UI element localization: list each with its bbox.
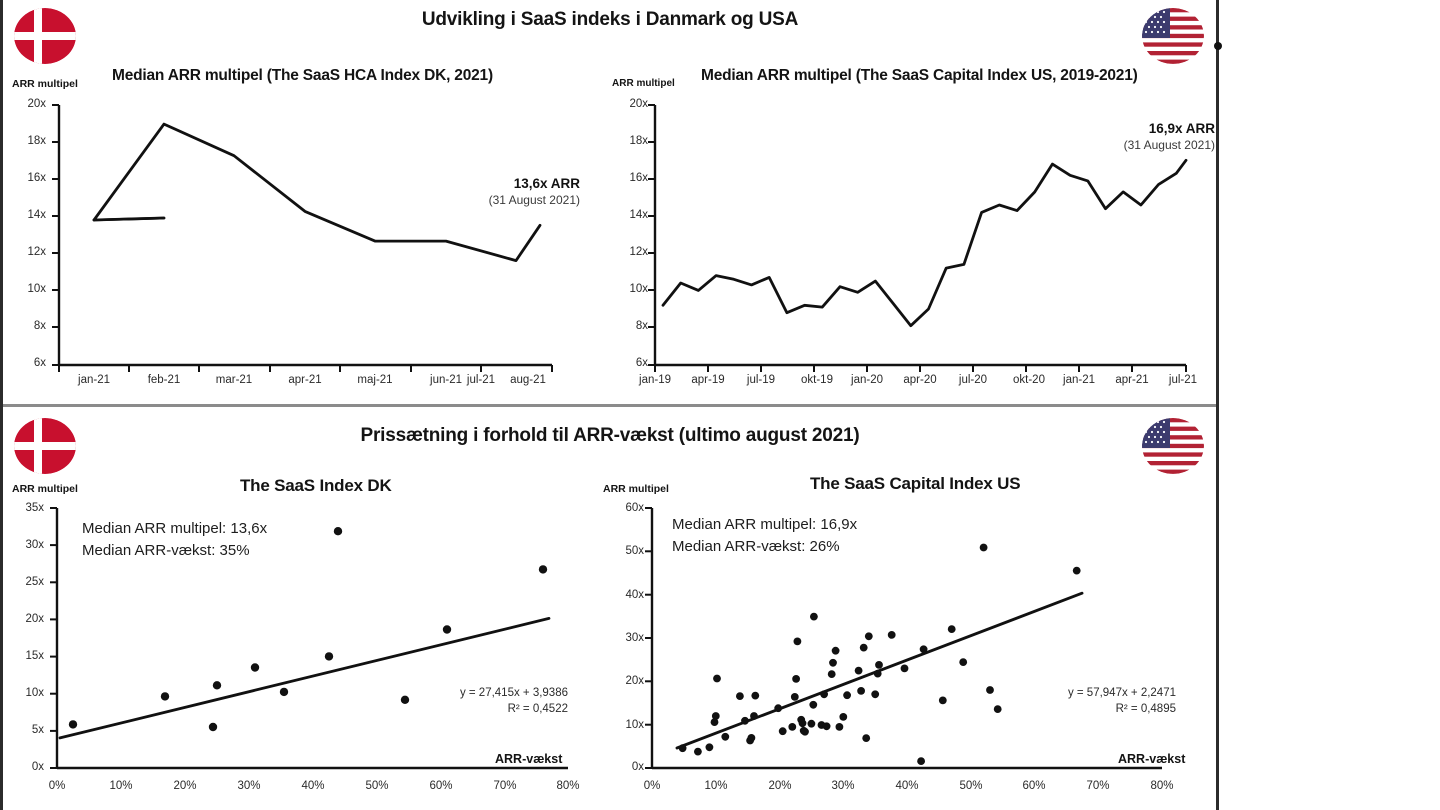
us-scatter-xtick-80: 80%	[1150, 780, 1174, 792]
dk-scatter-xtick-60: 60%	[429, 780, 453, 792]
us-line-y-axis-label: ARR multipel	[612, 78, 675, 89]
us-line-xtick-apr21: apr-21	[1115, 374, 1149, 386]
us-line-xtick-jan19: jan-19	[639, 374, 671, 386]
dk-scatter-r2: R² = 0,4522	[507, 702, 568, 715]
us-scatter-ytick-40x: 40x	[625, 589, 644, 601]
us-scatter-note-median-growth: Median ARR-vækst: 26%	[672, 537, 840, 555]
us-scatter-trendline-equation	[1000, 686, 1176, 717]
bottom-section-title: Prissætning i forhold til ARR-vækst (ultimo august 2021)	[360, 425, 860, 446]
dk-scatter-x-axis-label: ARR-vækst	[495, 752, 563, 766]
us-scatter-xtick-70: 70%	[1086, 780, 1110, 792]
dk-line-ytick-12x: 12x	[27, 246, 46, 258]
us-line-xtick-jan21: jan-21	[1063, 374, 1095, 386]
us-line-ytick-14x: 14x	[629, 209, 648, 221]
dk-scatter-equation: y = 27,415x + 3,9386	[459, 687, 568, 699]
dk-line-annotation-value: 13,6x ARR	[513, 176, 580, 191]
dk-scatter-xtick-10: 10%	[109, 780, 133, 792]
denmark-flag-icon	[14, 8, 76, 64]
us-line-annotation-date: (31 August 2021)	[1123, 137, 1215, 152]
dk-scatter-xtick-40: 40%	[301, 780, 325, 792]
dk-line-ytick-14x: 14x	[27, 209, 46, 221]
us-scatter-ytick-10x: 10x	[625, 719, 644, 731]
us-scatter-x-axis-label: ARR-vækst	[1118, 752, 1186, 766]
dk-line-chart-title: Median ARR multipel (The SaaS HCA Index DK, 2021)	[112, 67, 493, 84]
us-line-xtick-apr19: apr-19	[691, 374, 725, 386]
dk-scatter-ytick-30x: 30x	[25, 539, 44, 551]
dk-scatter-xtick-80: 80%	[556, 780, 580, 792]
us-line-annotation-value: 16,9x ARR	[1148, 121, 1215, 136]
us-scatter-title: The SaaS Capital Index US	[810, 474, 1021, 493]
us-line-ytick-12x: 12x	[629, 246, 648, 258]
dk-line-ytick-6x: 6x	[33, 357, 46, 369]
us-scatter-ytick-20x: 20x	[625, 675, 644, 687]
dk-line-ytick-10x: 10x	[27, 283, 46, 295]
us-line-xtick-okt19: okt-19	[801, 374, 833, 386]
us-scatter-ytick-60x: 60x	[625, 502, 644, 514]
us-scatter-xtick-40: 40%	[895, 780, 919, 792]
us-scatter-r2: R² = 0,4895	[1115, 702, 1176, 715]
dk-scatter-notes	[82, 518, 267, 562]
us-line-xtick-jul19: jul-19	[746, 374, 776, 386]
dk-scatter-ytick-20x: 20x	[25, 613, 44, 625]
dk-line-ytick-18x: 18x	[27, 135, 46, 147]
dk-line-ytick-8x: 8x	[33, 320, 46, 332]
dk-line-xtick-maj21: maj-21	[357, 374, 393, 386]
dk-scatter-ytick-25x: 25x	[25, 576, 44, 588]
us-scatter-equation: y = 57,947x + 2,2471	[1067, 687, 1176, 699]
us-line-ytick-20x: 20x	[629, 98, 648, 110]
us-line-ytick-6x: 6x	[635, 357, 648, 369]
us-scatter-ytick-50x: 50x	[625, 545, 644, 557]
dk-line-ytick-16x: 16x	[27, 172, 46, 184]
dk-line-xtick-jun21: jun-21	[430, 374, 462, 386]
dk-scatter-ytick-15x: 15x	[25, 650, 44, 662]
us-scatter-notes	[672, 514, 857, 558]
dk-scatter-xtick-30: 30%	[237, 780, 261, 792]
edge-marker-dot	[1214, 42, 1222, 50]
us-scatter-xtick-50: 50%	[959, 780, 983, 792]
dk-scatter-trendline-equation	[400, 686, 568, 717]
dk-line-chart	[0, 95, 600, 385]
us-line-xtick-okt20: okt-20	[1013, 374, 1045, 386]
us-scatter-xtick-20: 20%	[768, 780, 792, 792]
dk-line-xtick-jul21: jul-21	[466, 374, 496, 386]
us-line-chart-title: Median ARR multipel (The SaaS Capital Index US, 2019-2021)	[701, 67, 1138, 84]
dk-line-xtick-mar21: mar-21	[215, 374, 253, 386]
us-scatter-note-median-multiple: Median ARR multipel: 16,9x	[672, 516, 858, 533]
dk-scatter-y-axis-label: ARR multipel	[12, 483, 78, 495]
dk-scatter-ytick-35x: 35x	[25, 502, 44, 514]
us-line-xtick-jul20: jul-20	[958, 374, 988, 386]
dk-scatter-xtick-50: 50%	[365, 780, 389, 792]
us-scatter-xtick-30: 30%	[831, 780, 855, 792]
dk-line-xtick-feb21: feb-21	[147, 374, 181, 386]
us-line-ytick-18x: 18x	[629, 135, 648, 147]
dk-line-xtick-aug21: aug-21	[510, 374, 546, 386]
section-divider	[3, 404, 1216, 407]
usa-flag-icon-bottom	[1142, 418, 1204, 474]
dk-scatter-note-median-growth: Median ARR-vækst: 35%	[82, 541, 250, 559]
dk-scatter-ytick-5x: 5x	[31, 724, 44, 736]
dk-line-annotation-date: (31 August 2021)	[488, 192, 580, 207]
dk-line-annotation	[400, 176, 580, 208]
denmark-flag-icon-bottom	[14, 418, 76, 474]
dk-scatter-xtick-0: 0%	[48, 780, 66, 792]
dk-line-xtick-jan21: jan-21	[78, 374, 110, 386]
dk-scatter-note-median-multiple: Median ARR multipel: 13,6x	[82, 520, 268, 537]
dk-scatter-title: The SaaS Index DK	[240, 476, 392, 495]
dk-scatter-ytick-0x: 0x	[31, 761, 44, 773]
dk-line-y-axis-label: ARR multipel	[12, 78, 78, 90]
dk-line-ytick-20x: 20x	[27, 98, 46, 110]
us-scatter-ytick-30x: 30x	[625, 632, 644, 644]
dk-scatter-xtick-70: 70%	[493, 780, 517, 792]
dk-scatter-xtick-20: 20%	[173, 780, 197, 792]
us-line-ytick-8x: 8x	[635, 320, 648, 332]
dk-line-xtick-apr21: apr-21	[288, 374, 322, 386]
us-scatter-ytick-0x: 0x	[631, 761, 644, 773]
us-scatter-y-axis-label: ARR multipel	[603, 483, 669, 495]
us-scatter-xtick-60: 60%	[1022, 780, 1046, 792]
us-line-ytick-10x: 10x	[629, 283, 648, 295]
us-line-xtick-jul21: jul-21	[1168, 374, 1198, 386]
usa-flag-icon	[1142, 8, 1204, 64]
us-scatter-xtick-10: 10%	[704, 780, 728, 792]
dk-scatter-ytick-10x: 10x	[25, 687, 44, 699]
us-line-ytick-16x: 16x	[629, 172, 648, 184]
top-section-title: Udvikling i SaaS indeks i Danmark og USA	[421, 9, 799, 30]
us-line-xtick-jan20: jan-20	[851, 374, 883, 386]
us-scatter-xtick-0: 0%	[643, 780, 661, 792]
us-line-annotation	[1020, 121, 1215, 153]
us-line-xtick-apr20: apr-20	[903, 374, 937, 386]
